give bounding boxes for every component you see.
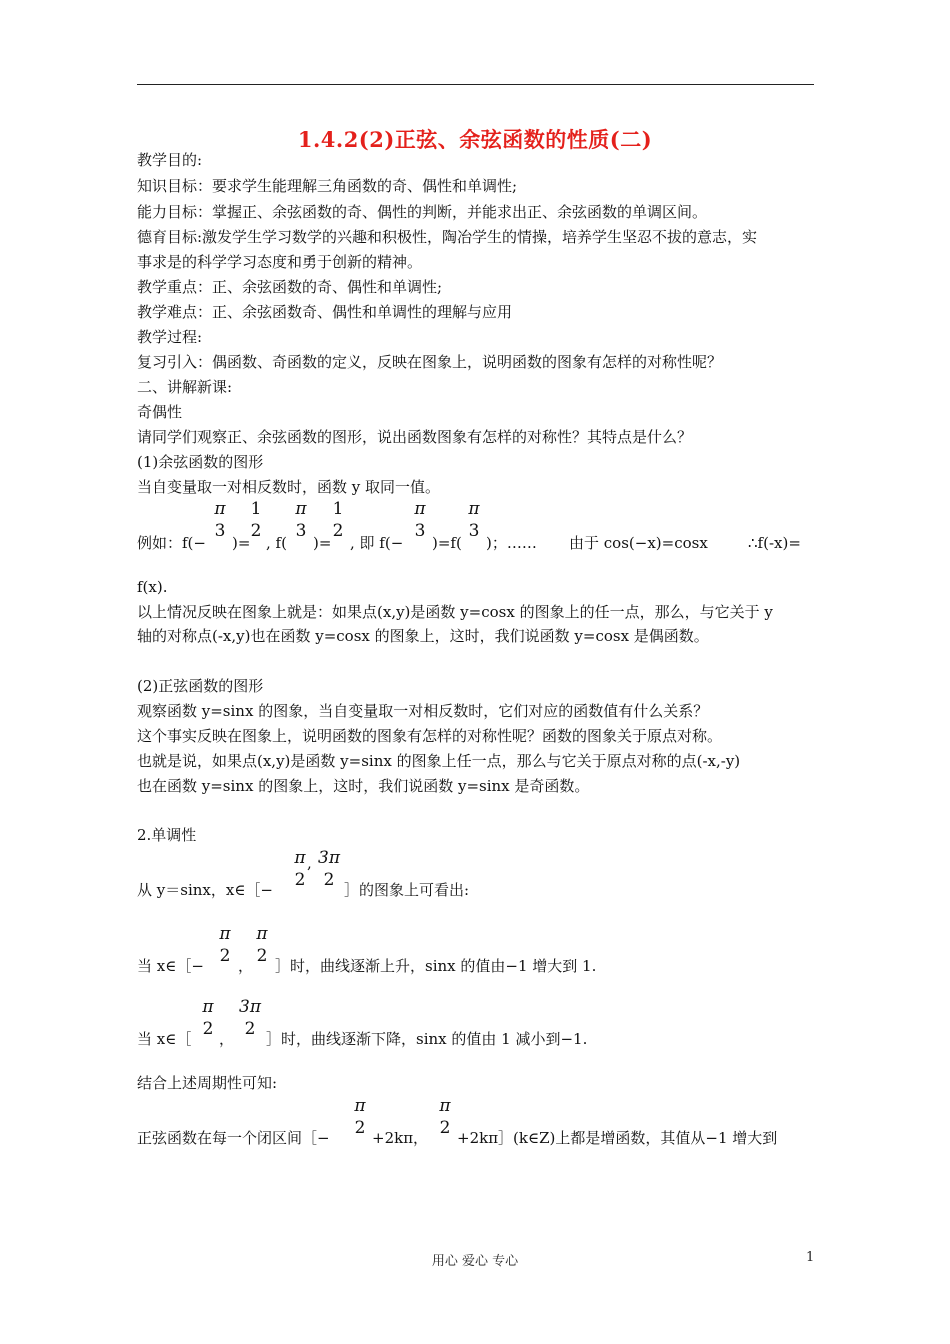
text-line: 也在函数 y=sinx 的图象上，这时，我们说函数 y=sinx 是奇函数。 <box>137 777 590 795</box>
eq-text: )=f( <box>432 534 462 552</box>
eq-text: ］时，曲线逐渐上升，sinx 的值由−1 增大到 1. <box>275 957 597 975</box>
eq-text: )；…… <box>486 534 537 552</box>
text-line: 这个事实反映在图象上，说明函数的图象有怎样的对称性呢？函数的图象关于原点对称。 <box>137 727 723 745</box>
text-line: f(x). <box>137 578 168 596</box>
eq-text: ∴f(-x)= <box>748 534 801 552</box>
text-line: (1)余弦函数的图形 <box>137 453 264 471</box>
text-line: 当自变量取一对相反数时，函数 y 取同一值。 <box>137 478 441 496</box>
text-line: 轴的对称点(-x,y)也在函数 y=cosx 的图象上，这时，我们说函数 y=cosx 是偶函数。 <box>137 627 709 645</box>
eq-text: )= <box>313 534 332 552</box>
text-line: 教学目的: <box>137 151 203 169</box>
page-title: 1.4.2(2)正弦、余弦函数的性质(二) <box>297 127 653 152</box>
page-number: 1 <box>806 1250 815 1265</box>
text-line: 复习引入：偶函数、奇函数的定义，反映在图象上，说明函数的图象有怎样的对称性呢？ <box>137 353 723 371</box>
eq-text: , <box>307 854 312 872</box>
text-line: 观察函数 y=sinx 的图象，当自变量取一对相反数时，它们对应的函数值有什么关系？ <box>137 702 709 720</box>
eq-text: 从 y＝sinx，x∈［− <box>137 881 273 899</box>
eq-text: , f( <box>266 534 287 552</box>
text-line: 事求是的科学学习态度和勇于创新的精神。 <box>137 253 423 271</box>
text-line: 知识目标：要求学生能理解三角函数的奇、偶性和单调性; <box>137 177 518 195</box>
text-line: 德育目标:激发学生学习数学的兴趣和积极性，陶冶学生的情操，培养学生坚忍不拔的意志，实 <box>137 228 758 246</box>
eq-text: 例如：f(− <box>137 534 206 552</box>
text-line: (2)正弦函数的图形 <box>137 677 264 695</box>
eq-text: 当 x∈［ <box>137 1030 192 1048</box>
text-line: 结合上述周期性可知: <box>137 1074 278 1092</box>
text-line: 二、讲解新课: <box>137 378 233 396</box>
eq-text: ］的图象上可看出: <box>344 881 470 899</box>
text-line: 也就是说，如果点(x,y)是函数 y=sinx 的图象上任一点，那么与它关于原点对称的点(-x,-y) <box>137 752 741 770</box>
header-rule <box>137 84 814 85</box>
eq-text: 当 x∈［− <box>137 957 204 975</box>
eq-text: +2kπ］(k∈Z)上都是增函数，其值从−1 增大到 <box>457 1129 778 1147</box>
text-line: 教学过程: <box>137 328 203 346</box>
text-line: 教学重点：正、余弦函数的奇、偶性和单调性; <box>137 278 443 296</box>
text-line: 以上情况反映在图象上就是：如果点(x,y)是函数 y=cosx 的图象上的任一点，那么，与它关于 y <box>137 603 773 621</box>
eq-text: )= <box>232 534 251 552</box>
eq-text: 由于 cos(−x)=cosx <box>569 534 708 552</box>
eq-text: ］时，曲线逐渐下降，sinx 的值由 1 减小到−1. <box>266 1030 588 1048</box>
eq-text: , 即 f(− <box>350 534 404 552</box>
text-line: 能力目标：掌握正、余弦函数的奇、偶性的判断，并能求出正、余弦函数的单调区间。 <box>137 203 708 221</box>
text-line: 奇偶性 <box>137 403 183 421</box>
text-line: 请同学们观察正、余弦函数的图形，说出函数图象有怎样的对称性？其特点是什么？ <box>137 428 693 446</box>
eq-text: ， <box>238 957 254 975</box>
text-line: 教学难点：正、余弦函数奇、偶性和单调性的理解与应用 <box>137 303 513 321</box>
eq-text: +2kπ， <box>372 1129 429 1147</box>
text-line: 2.单调性 <box>137 826 197 844</box>
page-footer: 用心 爱心 专心 <box>431 1254 519 1269</box>
eq-text: ， <box>219 1030 235 1048</box>
eq-text: 正弦函数在每一个闭区间［− <box>137 1129 330 1147</box>
